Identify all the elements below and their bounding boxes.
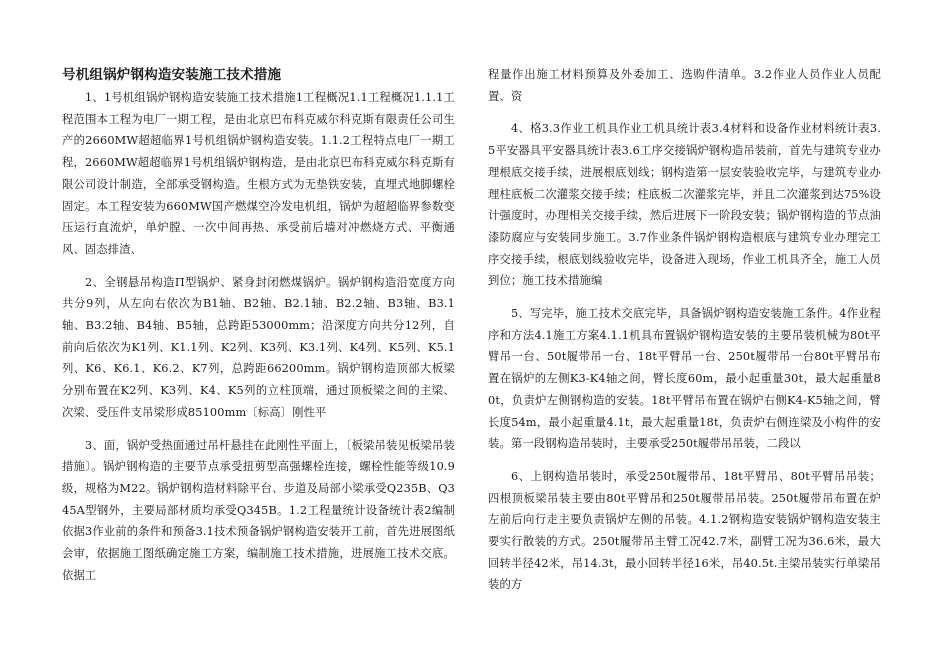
paragraph-5: 5、写完毕，施工技术交底完毕，具备锅炉钢构造安装施工条件。4作业程序和方法4.1施工方案4.1.1机具布置锅炉钢构造安装的主要吊装机械为80t平臂吊一台、50t履带吊一台、18t平臂吊一台、250t履带吊一台80t平臂吊布置在锅炉的左侧K3-K4轴之间，臂长度60m，最小起重量30t，最大起重量80t，负责炉左侧钢构造的安装。18t平臂吊布置在锅炉右侧K4-K5轴之间，臂长度54m，最小起重量4.1t，最大起重量18t，负责炉右侧连梁及小构件的安装。第一段钢构造吊装时，主要承受250t履带吊吊装，二段以: [488, 307, 881, 451]
left-column: [62, 64, 455, 597]
paragraph-2: 2、全钢悬吊构造Π型锅炉、紧身封闭燃煤锅炉。锅炉钢构造沿宽度方向共分9列，从左向右依次为B1轴、B2轴、B2.1轴、B2.2轴、B3轴、B3.1轴、B3.2轴、B4轴、B5轴，总跨距53000mm；沿深度方向共分12列，自前向后依次为K1列、K1.1列、K2列、K3列、K3.1列、K4列、K5列、K5.1列、K6、K6.1、K6.2、K7列，总跨距66200mm。锅炉钢构造顶部大板梁分别布置在K2列、K3列、K4、K5列的立柱顶端，通过顶板梁之间的主梁、次梁、受压件支吊梁形成85100mm〔标高〕刚性平: [62, 275, 455, 419]
paragraph-3-continued: 程量作出施工材料预算及外委加工、选购件清单。3.2作业人员作业人员配置、资: [488, 68, 881, 103]
paragraph-1: 1、1号机组锅炉钢构造安装施工技术措施1工程概况1.1工程概况1.1.1工程范围本工程为电厂一期工程，是由北京巴布科克威尔科克斯有限责任公司生产的2660MW超超临界1号机组锅炉钢构造安装。1.1.2工程特点电厂一期工程，2660MW超超临界1号机组锅炉钢构造，是由北京巴布科克威尔科克斯有限公司设计制造，全部承受钢构造。生根方式为无垫铁安装，直埋式地脚螺栓固定。本工程安装为660MW国产燃煤空冷发电机组，锅炉为超超临界参数变压运行直流炉，单炉膛、一次中间再热、承受前后墙对冲燃烧方式、平衡通风、固态排渣、: [62, 91, 455, 256]
paragraph-4: 4、格3.3作业工机具作业工机具统计表3.4材料和设备作业材料统计表3.5平安器具平安器具统计表3.6工序交接锅炉钢构造吊装前，首先与建筑专业办理根底交接手续，进展根底划线；钢构造第一层安装验收完毕，与建筑专业办理柱底板二次灌浆交接手续；柱底板二次灌浆完毕，并且二次灌浆到达75%设计强度时，办理相关交接手续，然后进展下一阶段安装；锅炉钢构造的节点油漆防腐应与安装同步施工。3.7作业条件锅炉钢构造根底与建筑专业办理完工序交接手续，根底划线验收完毕，设备进入现场，作业工机具齐全，施工人员到位；施工技术措施编: [488, 122, 881, 288]
paragraph-6: 6、上钢构造吊装时，承受250t履带吊、18t平臂吊、80t平臂吊吊装；四根顶板梁吊装主要由80t平臂吊和250t履带吊吊装。250t履带吊布置在炉左前后向行走主要负责锅炉左侧的吊装。4.1.2钢构造安装锅炉钢构造安装主要实行散装的方式。250t履带吊主臂工况42.7米，副臂工况为36.6米，最大回转半径42米，吊14.3t，最小回转半径16米，吊40.5t.主梁吊装实行单梁吊装的方: [488, 469, 881, 592]
paragraph-3: 3、面，锅炉受热面通过吊杆悬挂在此刚性平面上，〔板梁吊装见板梁吊装措施〕。锅炉钢构造的主要节点承受扭剪型高强螺栓连接，螺栓性能等级10.9级，规格为M22。锅炉钢构造材料除平台、步道及局部小梁承受Q235B、Q345A型钢外，主要局部材质均承受Q345B。1.2工程量统计设备统计表2编制依据3作业前的条件和预备3.1技术预备锅炉钢构造安装开工前，首先进展图纸会审，依据施工图纸确定施工方案，编制施工技术措施，进展施工技术交底。依据工: [62, 438, 455, 582]
right-column: [488, 64, 881, 607]
document-title: 号机组锅炉钢构造安装施工技术措施: [62, 67, 282, 83]
